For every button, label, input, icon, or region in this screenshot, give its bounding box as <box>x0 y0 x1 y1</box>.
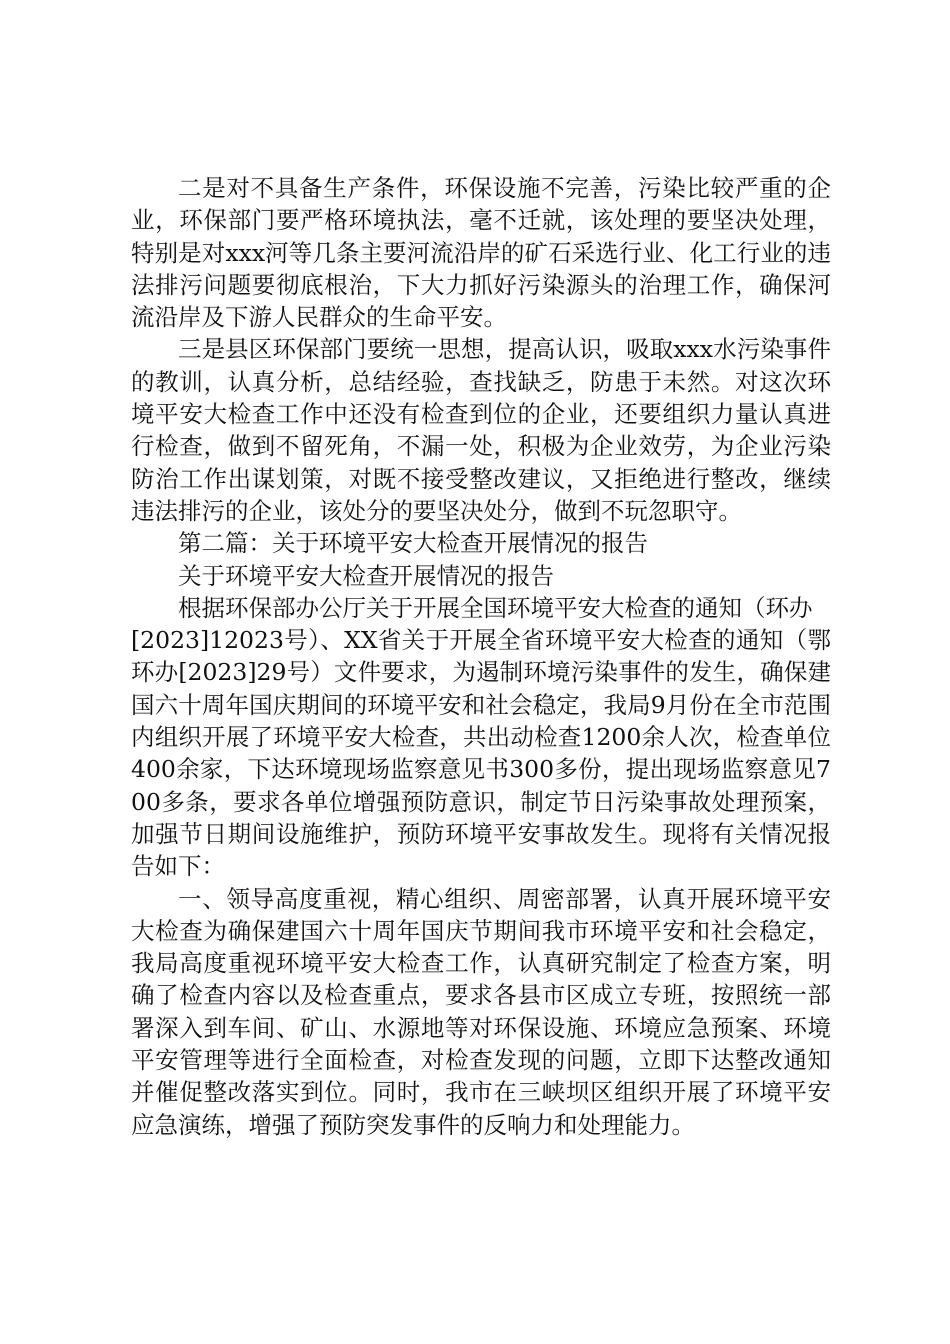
paragraph-notice-reference: 根据环保部办公厅关于开展全国环境平安大检查的通知（环办 <box>178 593 813 622</box>
paragraph-pollution-enforcement: 二是对不具备生产条件，环保设施不完善，污染比较严重的企业，环保部门要严格环境执法，毫不迁就，该处理的要坚决处理，特别是对xxx河等几条主要河流沿岸的矿石采选行业、化工行业的违法排污问题要彻底根治，下大力抓好污染源头的治理工作，确保河流沿岸及下游人民群众的生命平安。 <box>131 174 831 332</box>
chapter-heading: 第二篇：关于环境平安大检查开展情况的报告 <box>178 529 648 558</box>
paragraph-inspection-summary: [2023]12023号）、XX省关于开展全省环境平安大检查的通知（鄂环办[2023]29号）文件要求，为遏制环境污染事件的发生，确保建国六十周年国庆期间的环境平安和社会稳定，我局9月份在全市范围内组织开展了环境平安大检查，共出动检查1200余人次，检查单位400余家，下达环境现场监察意见书300多份，提出现场监察意见700多条，要求各单位增强预防意识，制定节日污染事故处理预案，加强节日期间设施维护，预防环境平安事故发生。现将有关情况报告如下： <box>131 626 831 881</box>
report-title: 关于环境平安大检查开展情况的报告 <box>178 561 554 590</box>
paragraph-county-inspection: 三是县区环保部门要统一思想，提高认识，吸取xxx水污染事件的教训，认真分析，总结经验，查找缺乏，防患于未然。对这次环境平安大检查工作中还没有检查到位的企业，还要组织力量认真进行检查，做到不留死角，不漏一处，积极为企业效劳，为企业污染防治工作出谋划策，对既不接受整改建议，又拒绝进行整改，继续违法排污的企业，该处分的要坚决处分，做到不玩忽职守。 <box>131 335 831 525</box>
paragraph-leadership-section: 一、领导高度重视，精心组织、周密部署，认真开展环境平安大检查为确保建国六十周年国庆节期间我市环境平安和社会稳定，我局高度重视环境平安大检查工作，认真研究制定了检查方案，明确了检查内容以及检查重点，要求各县市区成立专班，按照统一部署深入到车间、矿山、水源地等对环保设施、环境应急预案、环境平安管理等进行全面检查，对检查发现的问题，立即下达整改通知并催促整改落实到位。同时，我市在三峡坝区组织开展了环境平安应急演练，增强了预防突发事件的反响力和处理能力。 <box>131 884 831 1139</box>
document-page <box>131 172 831 1141</box>
